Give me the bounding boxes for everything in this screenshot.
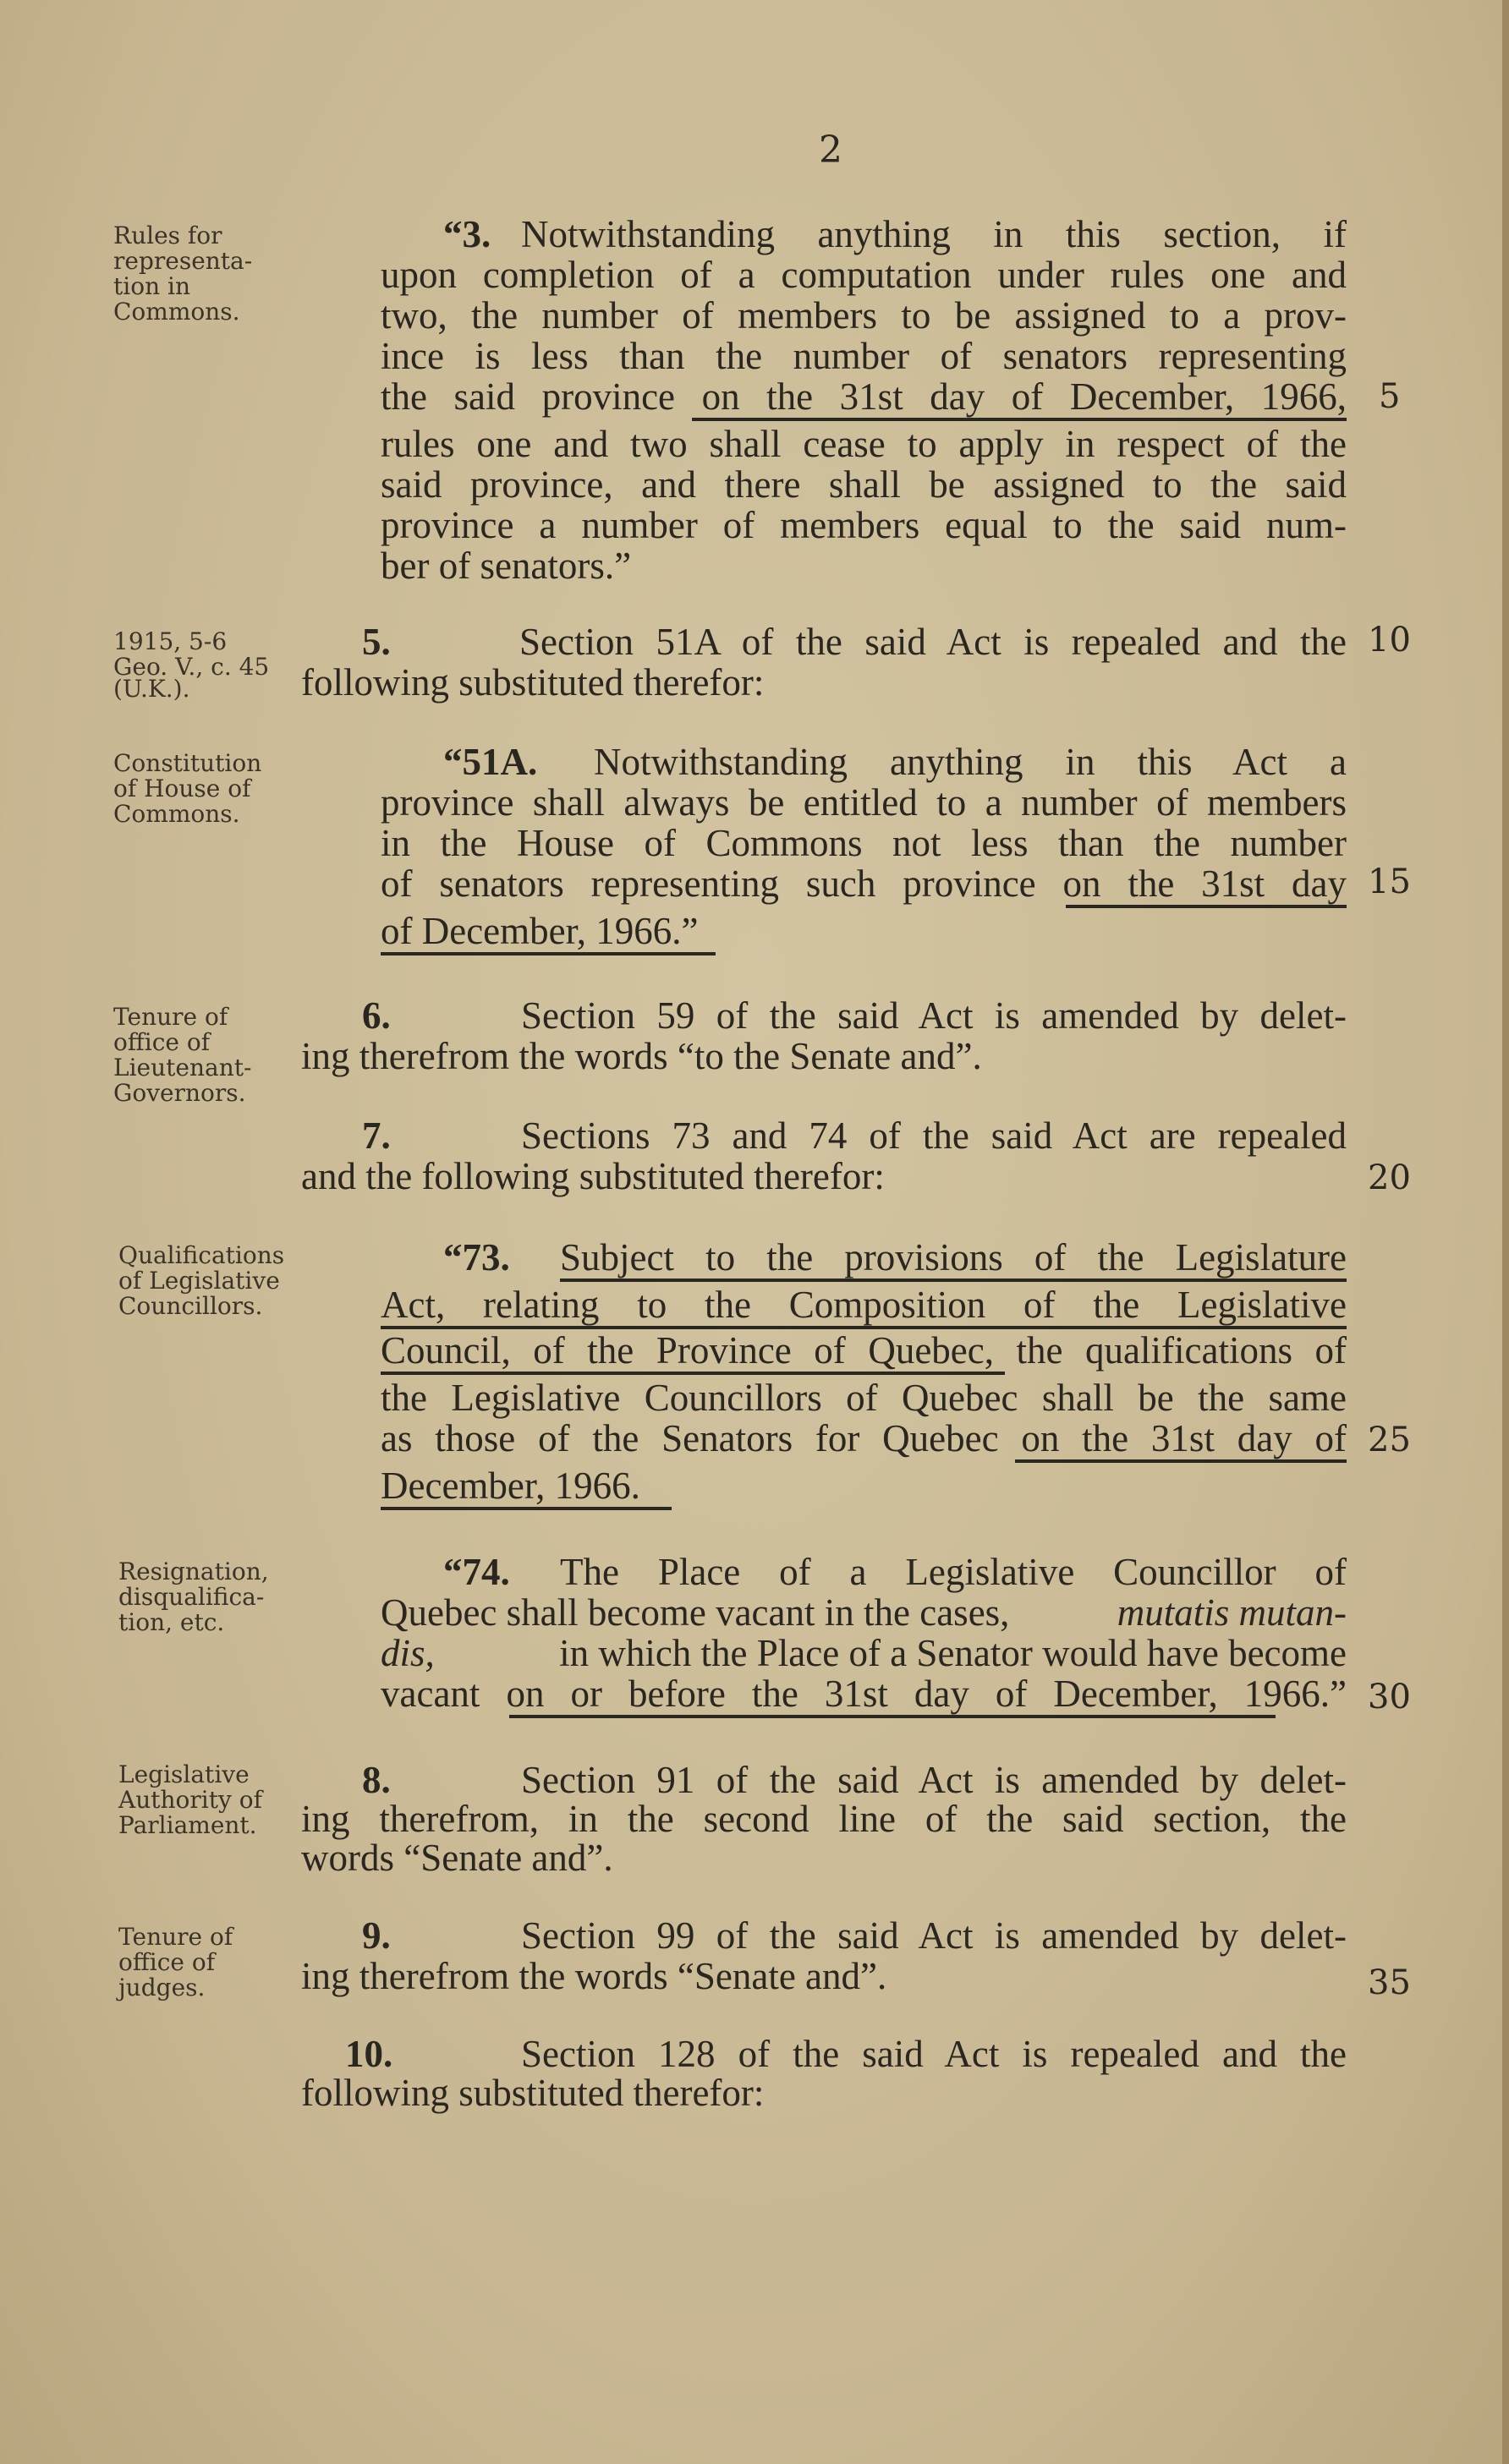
underline <box>1015 1459 1347 1463</box>
section-51a-line-2: province shall always be entitled to a number of members <box>381 781 1347 824</box>
rule3-line-7: said province, and there shall be assigned to the said <box>381 463 1347 506</box>
rule3-line-4: ince is less than the number of senators representing <box>381 335 1347 377</box>
sidenote-act-ref-1: 1915, 5-6 <box>113 627 228 655</box>
sidenote-rules: Rules for representa- tion in Commons. <box>113 222 253 326</box>
underline <box>381 1372 1005 1375</box>
section-73-line-1: Subject to the provisions of the Legislature <box>560 1236 1347 1279</box>
section-9-line-2: ing therefrom the words “Senate and”. <box>301 1955 887 1997</box>
underline <box>560 1279 1347 1282</box>
section-9-number: 9. <box>362 1914 391 1957</box>
sidenote-act-ref-3: (U.K.). <box>113 675 190 703</box>
line-number: 10 <box>1368 621 1411 660</box>
line-number: 25 <box>1368 1421 1411 1459</box>
section-51a-line-3: in the House of Commons not less than the number <box>381 822 1347 864</box>
rule3-line-2: upon completion of a computation under rules one and <box>381 254 1347 296</box>
line-number: 20 <box>1368 1158 1411 1197</box>
rule3-line-3: two, the number of members to be assigned to a prov- <box>381 294 1347 337</box>
line-number: 5 <box>1379 377 1401 416</box>
underline <box>509 1715 1276 1718</box>
rule3-line-9: ber of senators.” <box>381 545 632 587</box>
line-number: 15 <box>1368 862 1411 901</box>
section-10-line-2: following substituted therefor: <box>301 2072 765 2114</box>
rule3-line-8: province a number of members equal to the said num- <box>381 504 1347 546</box>
section-74-line-3 <box>381 1632 1347 1674</box>
sidenote-act-ref-2: Geo. V., c. 45 <box>113 653 270 681</box>
sidenote-tenure-judges: Tenure of office of judges. <box>118 1923 233 2001</box>
section-8-line-2: ing therefrom, in the second line of the said section, the <box>301 1798 1347 1840</box>
rule3-number: “3. <box>443 213 491 255</box>
section-6-number: 6. <box>362 994 391 1037</box>
page-number: 2 <box>819 129 842 172</box>
rule3-line-5: the said province on the 31st day of December, 1966, <box>381 375 1347 418</box>
section-6-line-1: Section 59 of the said Act is amended by delet- <box>521 994 1347 1037</box>
section-51a-line-5: of December, 1966.” <box>381 910 699 952</box>
section-73-line-6: December, 1966. <box>381 1465 640 1507</box>
section-5-number: 5. <box>362 621 391 663</box>
section-7-line-2: and the following substituted therefor: <box>301 1155 885 1197</box>
section-7-number: 7. <box>362 1114 391 1157</box>
underline <box>381 952 716 955</box>
section-73-line-5: as those of the Senators for Quebec on the 31st day of <box>381 1417 1347 1459</box>
page-edge <box>1502 0 1509 2464</box>
section-5-line-2: following substituted therefor: <box>301 661 765 704</box>
line-number: 35 <box>1368 1963 1411 2002</box>
section-74-line-2-text: Quebec shall become vacant in the cases, <box>381 1591 1010 1634</box>
section-74-line-3-text: in which the Place of a Senator would have become <box>559 1632 1347 1674</box>
line-number: 30 <box>1368 1678 1411 1717</box>
sidenote-legislative: Legislative Authority of Parliament. <box>118 1760 262 1839</box>
section-73-line-4: the Legislative Councillors of Quebec shall be the same <box>381 1377 1347 1419</box>
sidenote-qualifications: Qualifications of Legislative Councillors. <box>118 1241 285 1320</box>
section-74-line-2 <box>381 1591 1347 1634</box>
section-6-line-2: ing therefrom the words “to the Senate and”. <box>301 1035 982 1077</box>
underline <box>381 1507 672 1510</box>
sidenote-resignation: Resignation, disqualifica- tion, etc. <box>118 1558 269 1636</box>
section-51a-line-4: of senators representing such province on the 31st day <box>381 862 1347 905</box>
sidenote-constitution: Constitution of House of Commons. <box>113 749 262 828</box>
section-74-line-4: vacant on or before the 31st day of December, 1966.” <box>381 1673 1347 1715</box>
underline <box>692 418 1347 421</box>
section-74-line-2-italic: mutatis mutan- <box>1117 1591 1347 1634</box>
section-74-number: “74. <box>443 1551 510 1593</box>
sidenote-tenure-lg: Tenure of office of Lieutenant- Governors. <box>113 1003 252 1107</box>
section-74-line-1: The Place of a Legislative Councillor of <box>560 1551 1347 1593</box>
section-8-line-3: words “Senate and”. <box>301 1837 613 1879</box>
section-73-number: “73. <box>443 1236 510 1279</box>
section-74-line-3-italic: dis, <box>381 1632 435 1674</box>
rule3-line-6: rules one and two shall cease to apply in respect of the <box>381 423 1347 465</box>
underline <box>1066 905 1347 908</box>
section-51a-number: “51A. <box>443 741 538 783</box>
section-73-line-2: Act, relating to the Composition of the Legislative <box>381 1284 1347 1326</box>
section-8-number: 8. <box>362 1759 391 1801</box>
section-73-line-3: Council, of the Province of Quebec, the qualifications of <box>381 1329 1347 1372</box>
section-8-line-1: Section 91 of the said Act is amended by delet- <box>521 1759 1347 1801</box>
section-10-line-1: Section 128 of the said Act is repealed and the <box>521 2033 1347 2075</box>
section-5-line-1: Section 51A of the said Act is repealed and the <box>519 621 1347 663</box>
section-9-line-1: Section 99 of the said Act is amended by delet- <box>521 1914 1347 1957</box>
section-7-line-1: Sections 73 and 74 of the said Act are repealed <box>521 1114 1347 1157</box>
section-10-number: 10. <box>345 2033 393 2075</box>
section-51a-line-1: Notwithstanding anything in this Act a <box>594 741 1347 783</box>
rule3-text: Notwithstanding anything in this section, if <box>521 213 1347 255</box>
